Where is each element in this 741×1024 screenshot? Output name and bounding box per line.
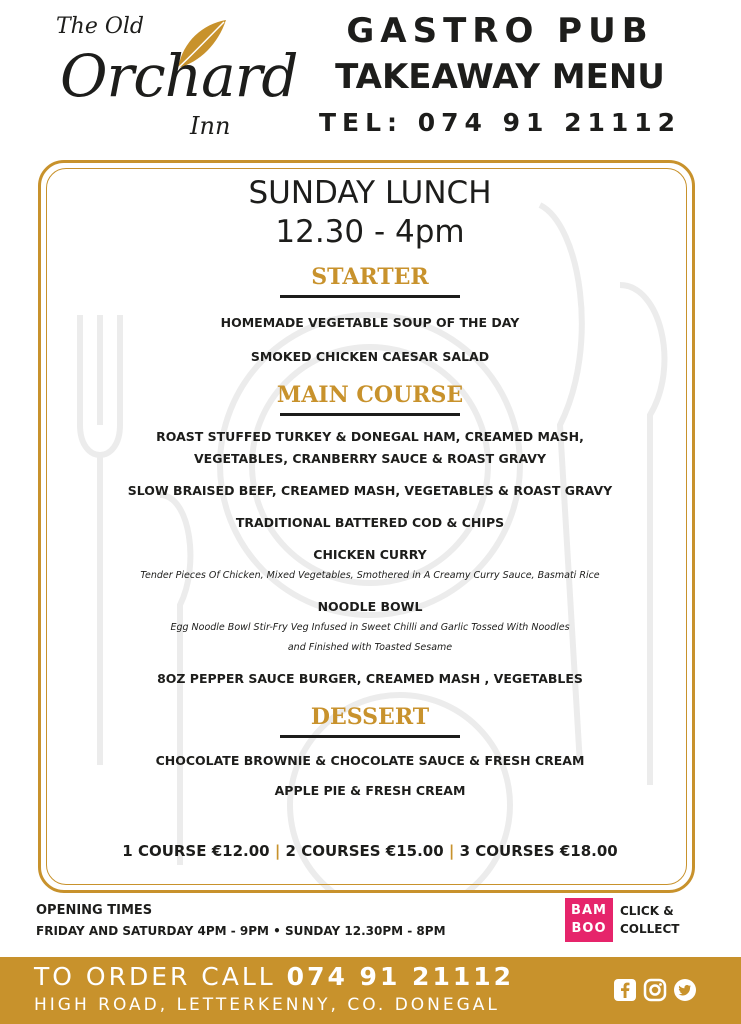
logo xyxy=(40,8,298,148)
main-course-heading: MAIN COURSE xyxy=(276,382,464,408)
facebook-icon[interactable] xyxy=(612,977,638,1003)
price-two-courses: 2 COURSES €15.00 xyxy=(285,842,444,860)
header xyxy=(290,8,710,137)
price-three-courses: 3 COURSES €18.00 xyxy=(459,842,618,860)
menu-item-description: Tender Pieces Of Chicken, Mixed Vegetables, Smothered in A Creamy Curry Sauce, Basmati Rice xyxy=(140,570,600,581)
menu-item: CHICKEN CURRY xyxy=(313,547,427,562)
menu-item: SLOW BRAISED BEEF, CREAMED MASH, VEGETABLES & ROAST GRAVY xyxy=(127,483,613,498)
course-prices xyxy=(50,842,690,860)
menu-item: TRADITIONAL BATTERED COD & CHIPS xyxy=(235,515,505,530)
logo-text-inn: Inn xyxy=(190,112,231,140)
menu-item-description: and Finished with Toasted Sesame xyxy=(287,642,453,653)
menu-time: 12.30 - 4pm xyxy=(275,214,465,250)
instagram-icon[interactable] xyxy=(642,977,668,1003)
menu-item: VEGETABLES, CRANBERRY SAUCE & ROAST GRAVY xyxy=(193,451,546,466)
click-collect-line1: CLICK & xyxy=(620,904,674,918)
bamboo-logo-line2: BOO xyxy=(571,921,607,936)
social-icons xyxy=(612,977,698,1003)
footer-bar xyxy=(0,957,741,1024)
click-collect-line2: COLLECT xyxy=(620,922,680,936)
price-separator: | xyxy=(274,842,281,860)
starter-section xyxy=(50,262,690,368)
logo-text-the-old: The Old xyxy=(56,14,145,39)
opening-times-label: OPENING TIMES xyxy=(36,903,153,918)
logo-text-orchard: Orchard xyxy=(60,42,298,110)
menu-title: SUNDAY LUNCH xyxy=(248,175,492,211)
menu-item: SMOKED CHICKEN CAESAR SALAD xyxy=(250,349,490,364)
bamboo-logo[interactable] xyxy=(565,898,613,942)
bamboo-logo-line1: BAM xyxy=(571,903,607,918)
address: HIGH ROAD, LETTERKENNY, CO. DONEGAL xyxy=(34,995,500,1015)
opening-times xyxy=(36,902,446,942)
header-gastro-pub: GASTRO PUB xyxy=(346,11,654,51)
menu-item: CHOCOLATE BROWNIE & CHOCOLATE SAUCE & FRESH CREAM xyxy=(155,753,585,768)
menu-item: ROAST STUFFED TURKEY & DONEGAL HAM, CREAMED MASH, xyxy=(156,429,584,444)
twitter-icon[interactable] xyxy=(672,977,698,1003)
click-and-collect[interactable] xyxy=(620,902,680,938)
order-call-line xyxy=(34,960,514,994)
menu-item: APPLE PIE & FRESH CREAM xyxy=(274,783,466,798)
menu-content xyxy=(50,172,690,802)
opening-times-text: FRIDAY AND SATURDAY 4PM - 9PM • SUNDAY 12.30PM - 8PM xyxy=(36,924,446,938)
order-phone-number[interactable]: 074 91 21112 xyxy=(286,962,515,991)
main-course-section xyxy=(50,380,690,690)
menu-item-description: Egg Noodle Bowl Stir-Fry Veg Infused in Sweet Chilli and Garlic Tossed With Noodles xyxy=(170,622,570,633)
starter-heading: STARTER xyxy=(311,264,429,290)
menu-item: NOODLE BOWL xyxy=(317,599,423,614)
price-one-course: 1 COURSE €12.00 xyxy=(122,842,270,860)
header-takeaway-menu: TAKEAWAY MENU xyxy=(335,57,665,97)
order-prefix: TO ORDER CALL xyxy=(34,962,287,991)
menu-item: 8OZ PEPPER SAUCE BURGER, CREAMED MASH , VEGETABLES xyxy=(157,671,583,686)
dessert-section xyxy=(50,702,690,802)
dessert-heading: DESSERT xyxy=(310,704,430,730)
price-separator: | xyxy=(448,842,455,860)
header-telephone: TEL: 074 91 21112 xyxy=(318,108,682,137)
menu-item: HOMEMADE VEGETABLE SOUP OF THE DAY xyxy=(220,315,520,330)
